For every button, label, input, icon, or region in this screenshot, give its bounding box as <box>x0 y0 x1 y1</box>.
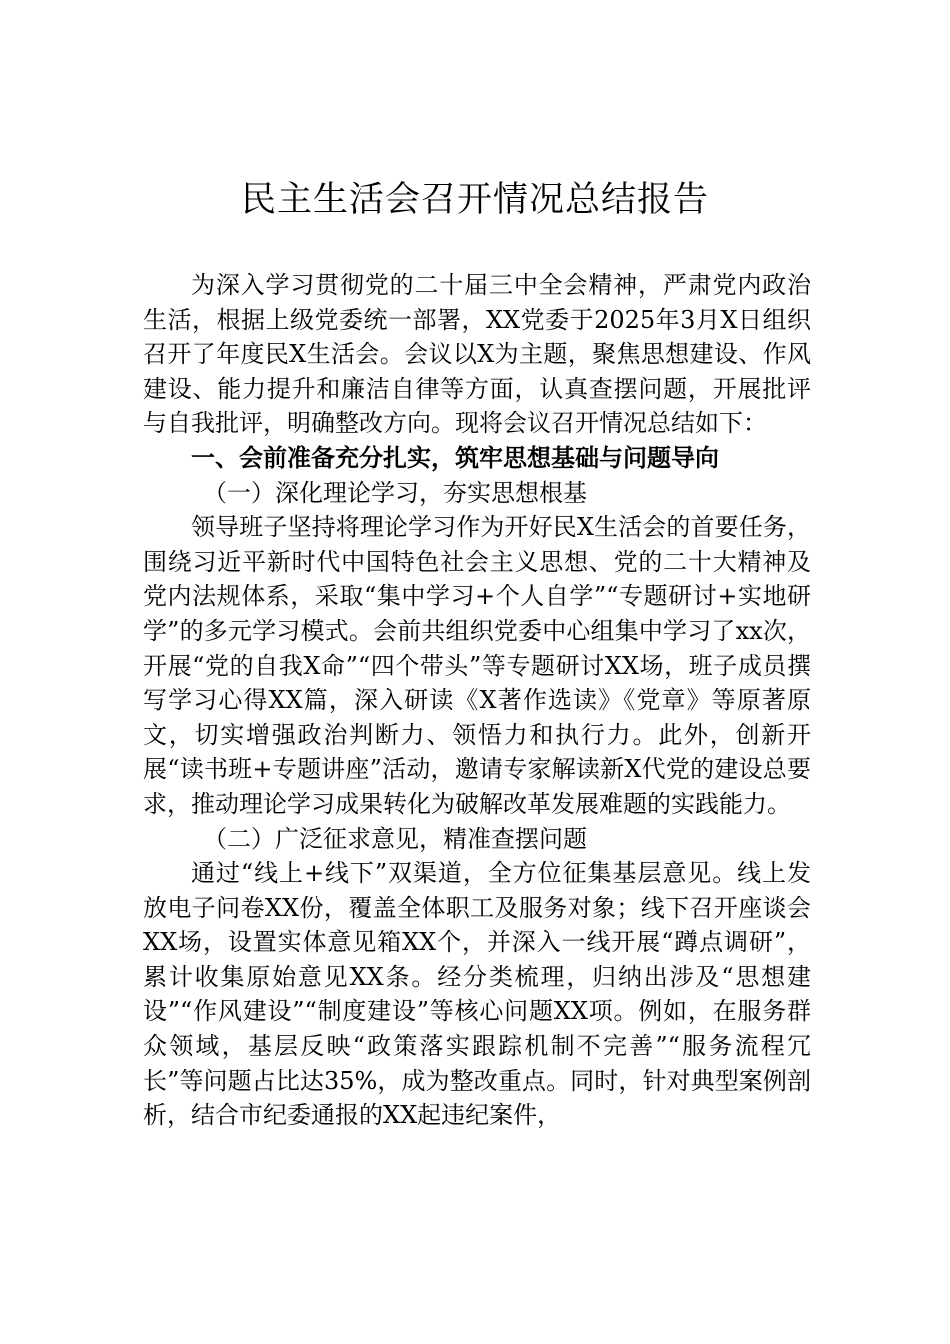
subsection-2-paragraph: 通过“线上+线下”双渠道，全方位征集基层意见。线上发放电子问卷XX份，覆盖全体职工及服务对象；线下召开座谈会XX场，设置实体意见箱XX个，并深入一线开展“蹲点调研”，累计收集原始意见XX条。经分类梳理，归纳出涉及“思想建设”“作风建设”“制度建设”等核心问题XX项。例如，在服务群众领域，基层反映“政策落实跟踪机制不完善”“服务流程冗长”等问题占比达35%，成为整改重点。同时，针对典型案例剖析，结合市纪委通报的XX起违纪案件， <box>143 859 811 1130</box>
subsection-1-heading: （一）深化理论学习，夯实思想根基 <box>203 478 587 507</box>
document-title: 民主生活会召开情况总结报告 <box>240 180 709 220</box>
subsection-1-paragraph: 领导班子坚持将理论学习作为开好民X生活会的首要任务，围绕习近平新时代中国特色社会主义思想、党的二十大精神及党内法规体系，采取“集中学习+个人自学”“专题研讨+实地研学”的多元学习模式。会前共组织党委中心组集中学习了xx次，开展“党的自我X命”“四个带头”等专题研讨XX场，班子成员撰写学习心得XX篇，深入研读《X著作选读》《党章》等原著原文，切实增强政治判断力、领悟力和执行力。此外，创新开展“读书班+专题讲座”活动，邀请专家解读新X代党的建设总要求，推动理论学习成果转化为破解改革发展难题的实践能力。 <box>143 513 811 818</box>
intro-paragraph: 为深入学习贯彻党的二十届三中全会精神，严肃党内政治生活，根据上级党委统一部署，XX党委于2025年3月X日组织召开了年度民X生活会。会议以X为主题，聚焦思想建设、作风建设、能力提升和廉洁自律等方面，认真查摆问题，开展批评与自我批评，明确整改方向。现将会议召开情况总结如下： <box>143 271 811 438</box>
document-body <box>143 268 811 1133</box>
section-1-heading: 一、会前准备充分扎实，筑牢思想基础与问题导向 <box>191 442 719 472</box>
subsection-2-heading: （二）广泛征求意见，精准查摆问题 <box>203 824 587 853</box>
